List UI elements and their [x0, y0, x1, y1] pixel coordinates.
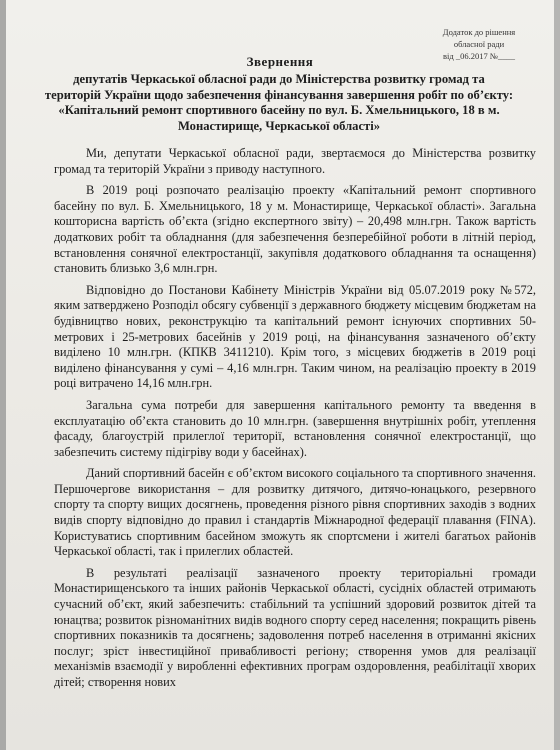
background-edge-right [554, 0, 560, 750]
document-title: Звернення [246, 54, 314, 69]
document-body [54, 146, 536, 697]
paragraph-significance: Даний спортивний басейн є об’єктом високого соціального та спортивного значення. Першочергове використання – для розвитку дитячого, дитячо-юнацького, резервного спорту та спорту вищих досягнень, проведення різного рівня спортивних заходів з водних видів спорту відповідно до правил і стандартів Міжнародної федерації плавання (FINA). Користуватись спортивним басейном зможуть як спортсмени і жителі багатьох районів Черкаської області, так і прилеглих областей. [54, 466, 536, 559]
paragraph-remaining-need: Загальна сума потреби для завершення капітального ремонту та введення в експлуатацію об’єкта становить до 10 млн.грн. (завершення внутрішніх робіт, утеплення фасаду, благоустрій прилеглої території, встановлення сонячної електростанції, що забезпечить систему підігріву води у басейнах). [54, 397, 536, 459]
paragraph-results: В результаті реалізації зазначеного проекту територіальні громади Монастирищенського та інших районів Черкаської області, сусідніх областей отримають сучасний об’єкт, який забезпечить: стабільний та успішний здоровий розвиток дітей та юнацтва; розвиток різноманітних видів водного спорту серед населення; покращить рівень спортивних показників та досягнень; задоволення потреб населення в отриманні якісних послуг; зріст інвестиційної привабливості регіону; створення умов для реалізації механізмів взаємодії у виробленні ефективних програм оздоровлення, реабілітації хворих дітей; створення нових [54, 565, 536, 689]
appendix-line-3: від _06.2017 №____ [443, 51, 515, 61]
paragraph-intro: Ми, депутати Черкаської обласної ради, звертаємося до Міністерства розвитку громад та територій України з приводу наступного. [54, 146, 536, 176]
document-subtitle: депутатів Черкаської обласної ради до Міністерства розвитку громад та територій України щодо забезпечення фінансування завершення робіт по об’єкту: «Капітальний ремонт спортивного басейну по вул. Б. Хмельницького, 18 в м. Монастирище, Черкаської області» [44, 72, 514, 133]
appendix-line-1: Додаток до рішення [442, 27, 516, 37]
paragraph-project-start: В 2019 році розпочато реалізацію проекту «Капітальний ремонт спортивного басейну по вул. Б. Хмельницького, 18 у м. Монастирище, Черкаської області». Загальна кошторисна вартість об’єкта (згідно експертного звіту) – 20,498 млн.грн. Також вартість додаткових робіт та обладнання (для забезпечення безперебійної роботи в літній період, встановлення сонячної електростанції, закупівля додаткового обладнання та оснащення) становить близько 3,6 млн.грн. [54, 183, 536, 276]
document-page [6, 0, 554, 750]
appendix-line-2: обласної ради [453, 39, 505, 49]
paragraph-funding: Відповідно до Постанови Кабінету Міністрів України від 05.07.2019 року №572, яким затверджено Розподіл обсягу субвенції з державного бюджету місцевим бюджетам на будівництво нових, реконструкцію та капітальний ремонт існуючих спортивних 50-метрових і 25-метрових басейнів у 2019 році, на фінансування зазначеного об’єкту виділено 10 млн.грн. (КПКВ 3411210). Крім того, з місцевих бюджетів в 2019 році виділено фінансування у сумі – 4,16 млн.грн. Таким чином, на реалізацію проекту в 2019 році витрачено 14,16 млн.грн. [54, 282, 536, 391]
